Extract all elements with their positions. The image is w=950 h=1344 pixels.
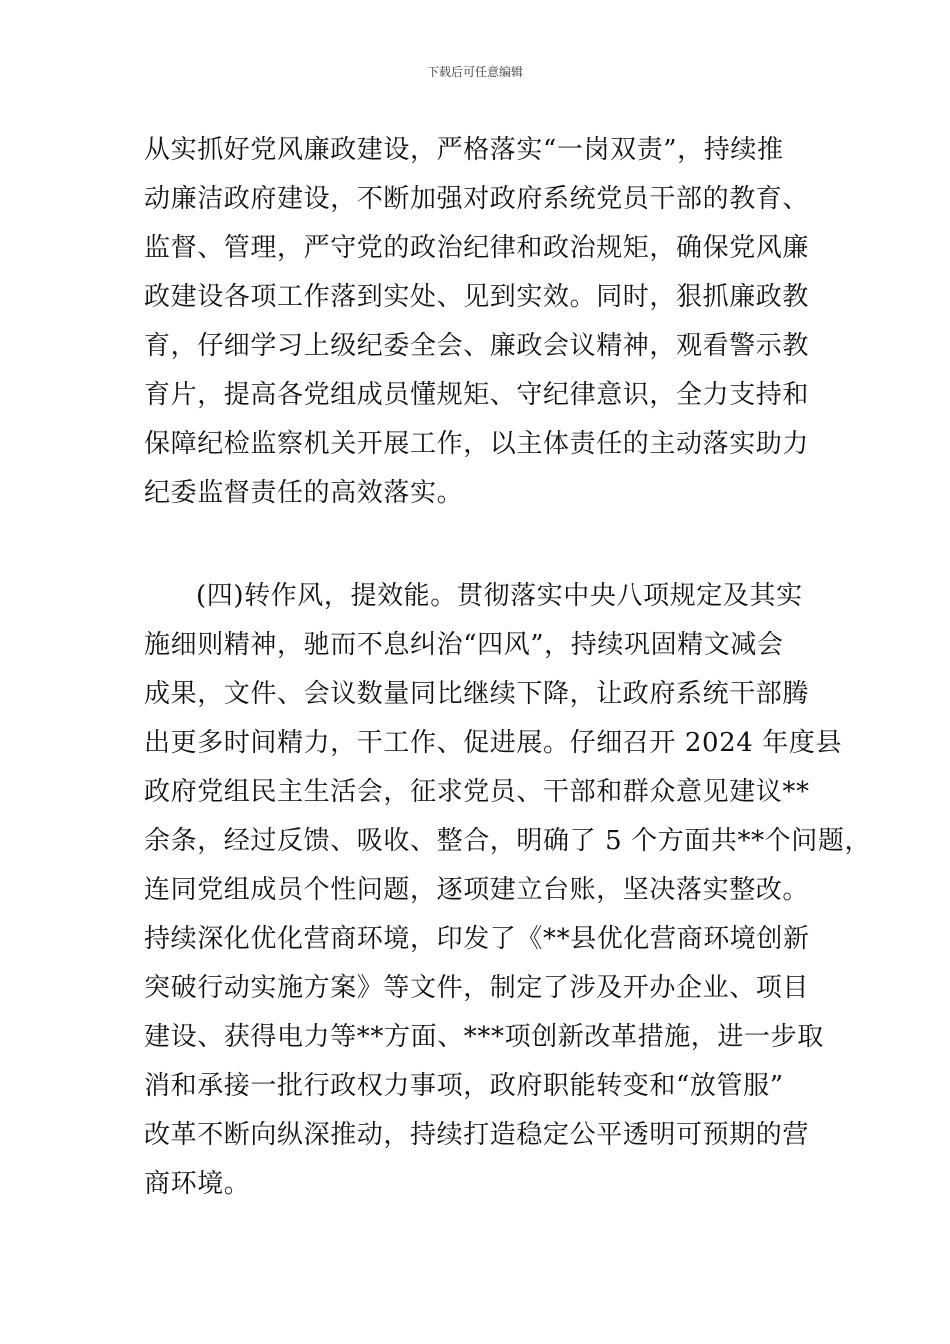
text-line: 余条，经过反馈、吸收、整合，明确了 5 个方面共**个问题， (144, 826, 872, 856)
text-line: 商环境。 (144, 1169, 251, 1199)
text-line: 监督、管理，严守党的政治纪律和政治规矩，确保党风廉 (144, 233, 810, 263)
text-line: 出更多时间精力，干工作、促进展。仔细召开 2024 年度县 (144, 728, 843, 758)
text-line: 施细则精神，驰而不息纠治“四风”，持续巩固精文减会 (144, 630, 784, 660)
text-line: 消和承接一批行政权力事项，政府职能转变和“放管服” (144, 1071, 784, 1101)
text-line: 育片，提高各党组成员懂规矩、守纪律意识，全力支持和 (144, 380, 810, 410)
text-line: 保障纪检监察机关开展工作，以主体责任的主动落实助力 (144, 429, 810, 459)
text-line: 纪委监督责任的高效落实。 (144, 478, 464, 508)
text-line: 连同党组成员个性问题，逐项建立台账，坚决落实整改。 (144, 875, 810, 905)
document-body (144, 126, 872, 1209)
paragraph-work-style (144, 572, 872, 1209)
paragraph-spacer (144, 518, 824, 572)
text-line: 建设、获得电力等**方面、***项创新改革措施，进一步取 (144, 1022, 824, 1052)
text-line: 政建设各项工作落到实处、见到实效。同时，狠抓廉政教 (144, 282, 810, 312)
text-line: 持续深化优化营商环境，印发了《**县优化营商环境创新 (144, 924, 810, 954)
text-line: 成果，文件、会议数量同比继续下降，让政府系统干部腾 (144, 679, 810, 709)
text-line: 政府党组民主生活会，征求党员、干部和群众意见建议** (144, 777, 810, 807)
text-line: 改革不断向纵深推动，持续打造稳定公平透明可预期的营 (144, 1120, 810, 1150)
text-line: 从实抓好党风廉政建设，严格落实“一岗双责”，持续推 (144, 135, 784, 165)
text-line: 动廉洁政府建设，不断加强对政府系统党员干部的教育、 (144, 184, 810, 214)
text-line: (四)转作风，提效能。贯彻落实中央八项规定及其实 (196, 581, 803, 611)
paragraph-party-conduct (144, 126, 824, 518)
text-line: 突破行动实施方案》等文件，制定了涉及开办企业、项目 (144, 973, 810, 1003)
text-line: 育，仔细学习上级纪委全会、廉政会议精神，观看警示教 (144, 331, 810, 361)
page-header-note: 下载后可任意编辑 (426, 65, 523, 79)
